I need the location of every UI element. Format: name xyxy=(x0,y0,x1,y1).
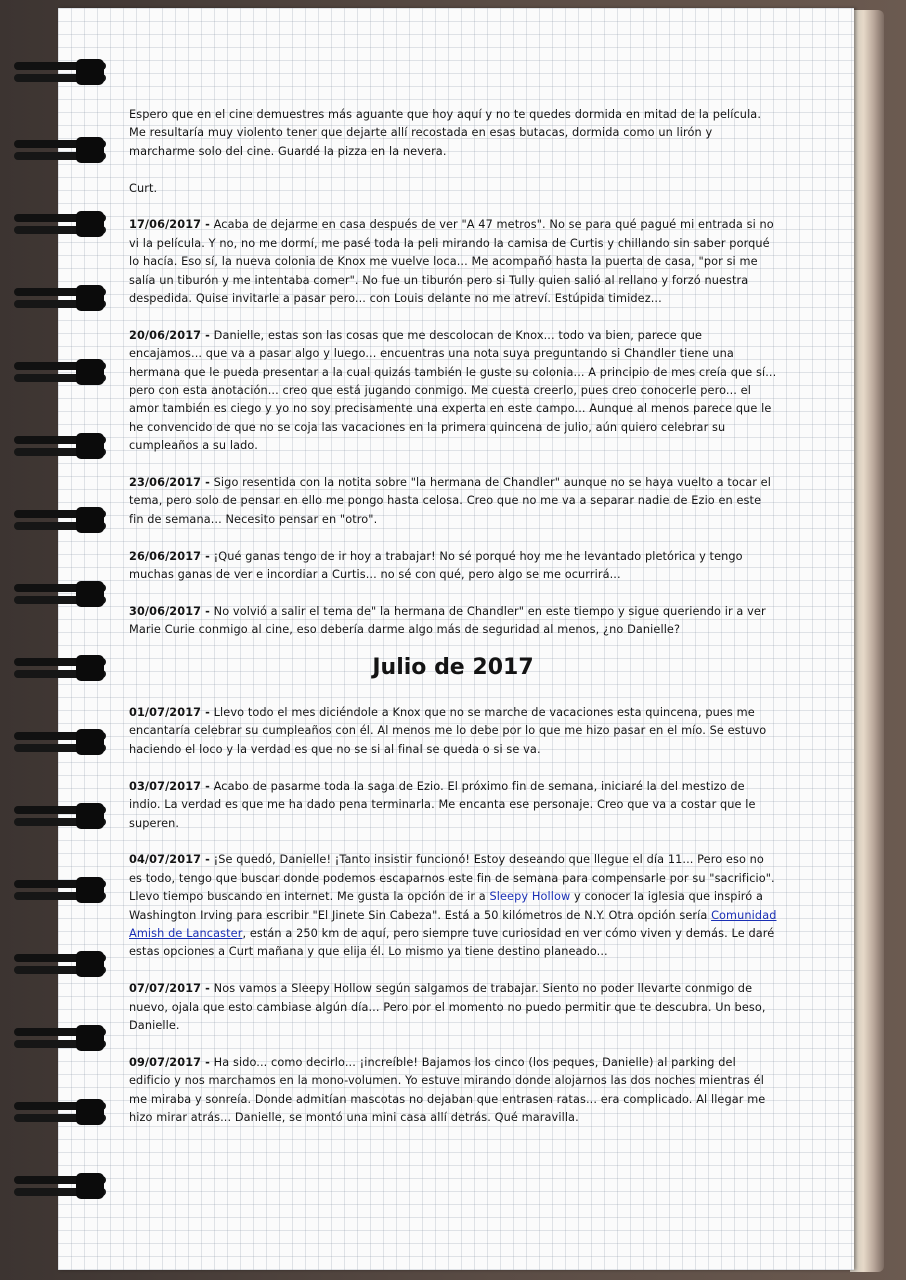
entry-date: 04/07/2017 - xyxy=(129,853,210,867)
entry-text: Llevo todo el mes diciéndole a Knox que no se marche de vacaciones esta quincena, pues me encantaría celebrar su cumpleaños con él. Al menos me lo debe por lo que me hizo pasar en el mío. Se estuvo haciendo el loco y la verdad es que no se si al final se queda o si se va. xyxy=(129,706,767,756)
diary-entry xyxy=(129,778,777,833)
spiral-ring xyxy=(14,802,106,832)
spiral-ring xyxy=(14,432,106,462)
diary-entry xyxy=(129,216,777,308)
entry-date: 17/06/2017 - xyxy=(129,218,210,232)
amish-lancaster-link[interactable]: Comunidad Amish de Lancaster xyxy=(129,908,777,940)
spiral-ring xyxy=(14,506,106,536)
entry-date: 03/07/2017 - xyxy=(129,779,210,793)
entry-text: Ha sido... como decirlo... ¡increíble! Bajamos los cinco (los peques, Danielle) al parking del edificio y nos marchamos en la mono-volumen. Yo estuve mirando donde alojarnos las dos noches mientras él me miraba y sonreía. Donde admitían mascotas no dejaban que entrasen ratas... era complicado. Al llegar me hizo mirar atrás... Danielle, se montó una mini casa allí detrás. Qué maravilla. xyxy=(129,1055,766,1124)
diary-entry xyxy=(129,548,777,585)
spiral-binding xyxy=(0,0,120,1280)
spiral-ring xyxy=(14,210,106,240)
diary-entry xyxy=(129,1054,777,1128)
spiral-ring xyxy=(14,284,106,314)
sleepy-hollow-link[interactable]: Sleepy Hollow xyxy=(489,890,571,904)
entry-text: No volvió a salir el tema de" la hermana de Chandler" en este tiempo y sigue queriendo ir a ver Marie Curie conmigo al cine, eso debería darme algo más de seguridad al menos, ¿no Danielle? xyxy=(129,604,766,637)
spiral-ring xyxy=(14,1098,106,1128)
entry-date: 20/06/2017 - xyxy=(129,328,210,342)
spiral-ring xyxy=(14,1024,106,1054)
entry-text: Sigo resentida con la notita sobre "la hermana de Chandler" aunque no se haya vuelto a tocar el tema, pero solo de pensar en ello me pongo hasta celosa. Creo que no me va a separar nadie de Ezio en este fin de semana... Necesito pensar en "otro". xyxy=(129,476,771,526)
intro-note: Espero que en el cine demuestres más aguante que hoy aquí y no te quedes dormida en mitad de la película. Me resultaría muy violento tener que dejarte allí recostada en esas butacas, dormida como un lirón y marcharme solo del cine. Guardé la pizza en la nevera. xyxy=(129,108,762,158)
entry-date: 01/07/2017 - xyxy=(129,706,210,720)
spiral-ring xyxy=(14,876,106,906)
entry-date: 30/06/2017 - xyxy=(129,604,210,618)
entry-text: ¡Qué ganas tengo de ir hoy a trabajar! No sé porqué hoy me he levantado pletórica y tengo muchas ganas de ver e incordiar a Curtis... no sé con qué, pero algo se me ocurrirá... xyxy=(129,549,743,582)
diary-entry xyxy=(129,851,777,961)
spiral-ring xyxy=(14,728,106,758)
diary-content xyxy=(129,106,777,1146)
diary-entry xyxy=(129,704,777,759)
diary-entry xyxy=(129,327,777,456)
diary-entry xyxy=(129,474,777,529)
diary-entry xyxy=(129,603,777,640)
spiral-ring xyxy=(14,1172,106,1202)
diary-entry xyxy=(129,980,777,1035)
spiral-ring xyxy=(14,358,106,388)
entry-date: 07/07/2017 - xyxy=(129,982,210,996)
intro-signature: Curt. xyxy=(129,181,158,195)
entry-text: Acabo de pasarme toda la saga de Ezio. El próximo fin de semana, iniciaré la del mestizo de indio. La verdad es que me ha dado pena terminarla. Me encanta ese personaje. Creo que va a costar que le superen. xyxy=(129,779,756,830)
entry-date: 23/06/2017 - xyxy=(129,476,210,490)
entry-date: 09/07/2017 - xyxy=(129,1055,210,1069)
spiral-ring xyxy=(14,580,106,610)
entry-text: Danielle, estas son las cosas que me descolocan de Knox... todo va bien, parece que encajamos... que va a pasar algo y luego... encuentras una nota suya preguntando si Chandler tiene una hermana que le pueda presentar a la cual quizás también le guste su colonia... A principio de mes creía que sí... pero con esta anotación... creo que está jugando conmigo. Me cuesta creerlo, pues creo conocerle pero... el amor también es ciego y yo no soy precisamente una experta en este campo... Aunque al menos parece que le he convencido de que no se coja las vacaciones en la primera quincena de julio, aún quiero celebrar su cumpleaños a su lado. xyxy=(129,328,777,453)
spiral-ring xyxy=(14,654,106,684)
entry-date: 26/06/2017 - xyxy=(129,549,210,563)
entry-text: ¡Se quedó, Danielle! ¡Tanto insistir funcionó! Estoy deseando que llegue el día 11... Pero eso no es todo, tengo que buscar donde podemos escaparnos este fin de semana para compensarle por su "sacrificio". Llevo tiempo buscando en internet. Me gusta la opción de ir a xyxy=(129,853,775,904)
entry-text: Acaba de dejarme en casa después de ver "A 47 metros". No se para qué pagué mi entrada si no vi la película. Y no, no me dormí, me pasé toda la peli mirando la camisa de Curtis y chillando sin saber porqué lo hacía. Eso sí, la nueva colonia de Knox me vuelve loca... Me acompañó hasta la puerta de casa, "por si me salía un tiburón y me intentaba comer". No fue un tiburón pero si Tully quien salió al rellano y forzó nuestra despedida. Quise invitarle a pasar pero... con Louis delante no me atreví. Estúpida timidez... xyxy=(129,218,774,306)
month-heading: Julio de 2017 xyxy=(372,655,534,681)
entry-text: Nos vamos a Sleepy Hollow según salgamos de trabajar. Siento no poder llevarte conmigo de nuevo, ojala que esto cambiase algún día... Pero por el momento no puedo permitir que te descubra. Un beso, Danielle. xyxy=(129,982,766,1032)
spiral-ring xyxy=(14,58,106,88)
spiral-ring xyxy=(14,136,106,166)
entry-text: y conocer la iglesia que inspiró a Washington Irving para escribir "El Jinete Sin Cabeza". Está a 50 kilómetros de N.Y. Otra opción sería xyxy=(129,890,764,922)
page-stack-edge xyxy=(850,10,884,1272)
entry-text: , están a 250 km de aquí, pero siempre tuve curiosidad en ver cómo viven y demás. Le daré estas opciones a Curt mañana y que elija él. Lo mismo ya tiene destino planeado... xyxy=(129,926,775,959)
spiral-ring xyxy=(14,950,106,980)
